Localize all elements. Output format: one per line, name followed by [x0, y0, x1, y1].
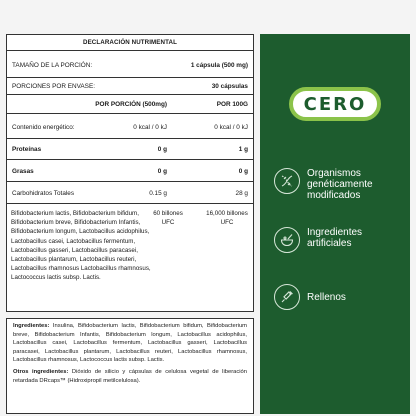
- probiotics-list: Bifidobacterium lactis, Bifidobacterium bifidum, Bifidobacterium breve, Bifidobacterium Infantis, Bifidobacterium longum, Lactobacillus acidophilus, Lactobacillus casei, Lactobacillus fermentum, Lactobacillus gasseri, Lactobacillus paracasei, Lactobacillus plantarum, Lactobacillus reuteri, Lactobacillus rhamnosus Lactobacillus rhamnosus, Lactococcus lactis subsp. Lactis.: [11, 210, 151, 282]
- feature-item: [274, 227, 404, 267]
- row-per100: 28 g: [235, 189, 248, 197]
- col-portion-header: POR PORCIÓN (500mg): [95, 100, 167, 108]
- row-label: Contenido energético:: [12, 123, 75, 131]
- table-row: [7, 188, 253, 198]
- probiotics-portion: 60 billones UFC: [153, 210, 183, 227]
- row-portion: 0 g: [157, 167, 167, 175]
- feature-text: Organismos genéticamente modificados: [307, 168, 373, 201]
- servings-label: PORCIONES POR ENVASE:: [12, 82, 95, 90]
- ingredients-text: Insulina, Bifidobacterium lactis, Bifidobacterium bifidum, Bifidobacterium breve, Bifidobacterium Infantis, Bifidobacterium longum, Lactobacillus acidophilus, Lactobacillus casei, Lactobacillus fermentum, Lactobacillus gasseri, Lactobacillus paracasei, Lactobacillus plantarum, Lactobacillus reuteri, Lactobacillus rhamnosus, Lactobacillus rhamnosus, Lactococcus lactis subsp. Lactis.: [13, 323, 247, 364]
- other-ingredients-label: Otros ingredientes:: [13, 368, 69, 375]
- mortar-icon: [274, 227, 300, 253]
- other-ingredients-text: Dióxido de silicio y cápsulas de celulosa vegetal de liberación retardada DRcaps™ (Hidroxipropil metilcelulosa).: [13, 368, 247, 384]
- row-label: Proteínas: [12, 145, 42, 153]
- table-row: [7, 122, 253, 132]
- servings-value: 30 cápsulas: [211, 82, 248, 90]
- row-label: Carbohidratos Totales: [12, 189, 75, 197]
- row-per100: 0 g: [238, 167, 248, 175]
- row-portion: 0.15 g: [149, 189, 167, 197]
- probiotics-per100: 16,000 billones UFC: [206, 210, 248, 227]
- col-100g-header: POR 100G: [216, 100, 248, 108]
- nutrition-title: DECLARACIÓN NUTRIMENTAL: [83, 39, 177, 46]
- ingredients-label: Ingredientes:: [13, 323, 50, 329]
- feature-item: [274, 168, 404, 208]
- row-portion: 0 g: [157, 145, 167, 153]
- dna-icon: [274, 168, 300, 194]
- ingredients-box: [6, 318, 254, 414]
- row-per100: 0 kcal / 0 kJ: [214, 123, 248, 131]
- cero-badge-text: CERO: [303, 93, 367, 115]
- serving-size-value: 1 cápsula (500 mg): [190, 61, 248, 69]
- feature-text: Ingredientes artificiales: [307, 227, 363, 249]
- feature-text: Rellenos: [307, 292, 346, 303]
- free-from-panel: [260, 34, 410, 414]
- row-portion: 0 kcal / 0 kJ: [133, 123, 167, 131]
- cero-badge: [289, 87, 381, 121]
- syringe-icon: [274, 284, 300, 310]
- feature-item: [274, 284, 404, 324]
- table-row: [7, 166, 253, 176]
- row-per100: 1 g: [238, 145, 248, 153]
- nutrition-table: [6, 34, 254, 312]
- table-row: [7, 144, 253, 154]
- serving-size-label: TAMAÑO DE LA PORCIÓN:: [12, 61, 93, 69]
- row-label: Grasas: [12, 167, 34, 175]
